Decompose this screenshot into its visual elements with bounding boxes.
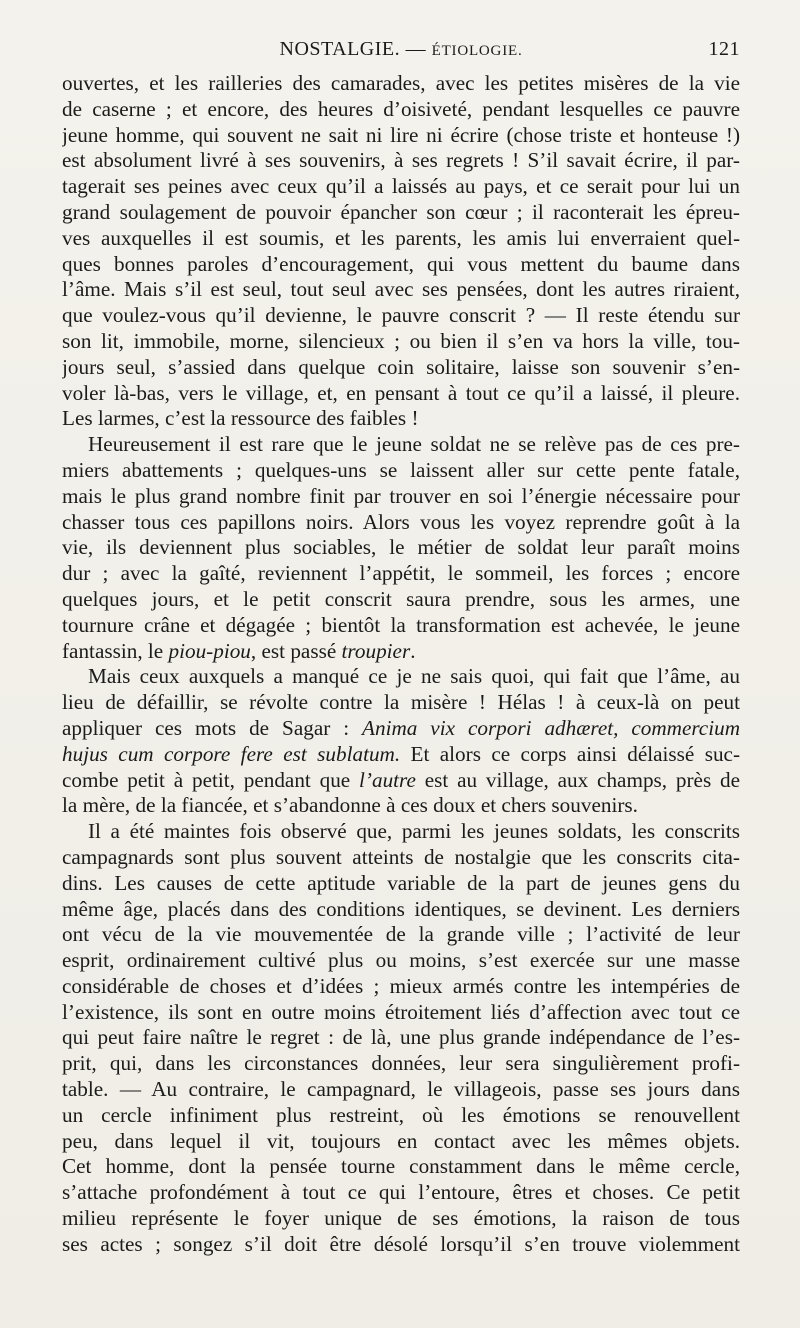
text-line: esprit, ordinairement cultivé plus ou moins, s’est exercée sur une masse	[62, 948, 740, 973]
text-line: dins. Les causes de cette aptitude variable de la part de jeunes gens du	[62, 870, 740, 895]
italic-text: hujus cum corpore fere est sublatum.	[62, 741, 401, 766]
text-line: même âge, placés dans des conditions identiques, se devinent. Les derniers	[62, 896, 740, 921]
text-line: la mère, de la fiancée, et s’abandonne à ces doux et chers souvenirs.	[62, 793, 638, 818]
text-line: ouvertes, et les railleries des camarades, avec les petites misères de la vie	[62, 71, 740, 95]
text-line: quelques jours, et le petit conscrit saura prendre, sous les armes, une	[62, 586, 740, 611]
text-line: appliquer ces mots de Sagar : Anima vix corpori adhæret, commercium	[62, 715, 740, 740]
text-line: vie, ils deviennent plus sociables, le métier de soldat leur paraît moins	[62, 535, 740, 560]
text-line: milieu représente le foyer unique de ses émotions, la raison de tous	[62, 1206, 740, 1231]
text-line: grand soulagement de pouvoir épancher son cœur ; il raconterait les épreu-	[62, 199, 740, 224]
body-text	[62, 71, 740, 1258]
italic-text: Anima vix corpori adhæret, commercium	[362, 715, 740, 740]
text-line: Mais ceux auxquels a manqué ce je ne sais quoi, qui fait que l’âme, au	[88, 664, 740, 689]
text-line: Il a été maintes fois observé que, parmi les jeunes soldats, les conscrits	[88, 819, 740, 844]
text-line: fantassin, le piou-piou, est passé troupier.	[62, 638, 416, 663]
text-line: tournure crâne et dégagée ; bientôt la transformation est achevée, le jeune	[62, 612, 740, 637]
running-title	[62, 38, 740, 61]
text-line: un cercle infiniment plus restreint, où les émotions se renouvellent	[62, 1102, 740, 1127]
text-line: Heureusement il est rare que le jeune soldat ne se relève pas de ces pre-	[88, 432, 740, 457]
text-line: est absolument livré à ses souvenirs, à ses regrets ! S’il savait écrire, il par-	[62, 148, 740, 173]
running-title-main: NOSTALGIE. —	[279, 38, 432, 60]
text-line: table. — Au contraire, le campagnard, le villageois, passe ses jours dans	[62, 1077, 740, 1102]
text-line: campagnards sont plus souvent atteints de nostalgie que les conscrits cita-	[62, 844, 740, 869]
text-line: considérable de choses et d’idées ; mieux armés contre les intempéries de	[62, 973, 740, 998]
text-line: lieu de défaillir, se révolte contre la misère ! Hélas ! à ceux-là on peut	[62, 690, 740, 715]
text-line: peu, dans lequel il vit, toujours en contact avec les mêmes objets.	[62, 1128, 740, 1153]
italic-text: piou-piou	[168, 638, 251, 663]
text-line: chasser tous ces papillons noirs. Alors vous les voyez reprendre goût à la	[62, 509, 740, 534]
italic-text: troupier	[341, 638, 411, 663]
text-line: tagerait ses peines avec ceux qu’il a laissés au pays, et ce serait pour lui un	[62, 174, 740, 199]
text-line: hujus cum corpore fere est sublatum. Et alors ce corps ainsi délaissé suc-	[62, 741, 740, 766]
text-line: ont vécu de la vie mouvementée de la grande ville ; l’activité de leur	[62, 922, 740, 947]
text-line: combe petit à petit, pendant que l’autre est au village, aux champs, près de	[62, 767, 740, 792]
running-header	[62, 36, 740, 66]
text-line: que voulez-vous qu’il devienne, le pauvre conscrit ? — Il reste étendu sur	[62, 303, 740, 328]
text-line: son lit, immobile, morne, silencieux ; ou bien il s’en va hors la ville, tou-	[62, 328, 740, 353]
text-line: l’existence, ils sont en outre moins étroitement liés d’affection avec tout ce	[62, 999, 740, 1024]
running-title-section: ÉTIOLOGIE.	[431, 43, 523, 59]
text-line: voler là-bas, vers le village, et, en pensant à tout ce qu’il a laissé, il pleure.	[62, 380, 740, 405]
text-line: dur ; avec la gaîté, reviennent l’appétit, le sommeil, les forces ; encore	[62, 561, 740, 586]
text-line: s’attache profondément à tout ce qui l’entoure, êtres et choses. Ce petit	[62, 1180, 740, 1205]
page-number: 121	[708, 38, 740, 60]
text-line: ses actes ; songez s’il doit être désolé lorsqu’il s’en trouve violemment	[62, 1231, 740, 1256]
text-line: Cet homme, dont la pensée tourne constamment dans le même cercle,	[62, 1154, 740, 1179]
text-line: jeune homme, qui souvent ne sait ni lire ni écrire (chose triste et honteuse !)	[62, 122, 740, 147]
text-line: ves auxquelles il est soumis, et les parents, les amis lui enverraient quel-	[62, 225, 740, 250]
italic-text: l’autre	[359, 767, 416, 792]
text-line: de caserne ; et encore, des heures d’oisiveté, pendant lesquelles ce pauvre	[62, 96, 740, 121]
text-line: mais le plus grand nombre finit par trouver en soi l’énergie nécessaire pour	[62, 483, 740, 508]
text-line: ques bonnes paroles d’encouragement, qui vous mettent du baume dans	[62, 251, 740, 276]
text-line: prit, qui, dans les circonstances données, leur sera singulièrement profi-	[62, 1051, 740, 1076]
text-line: Les larmes, c’est la ressource des faibles !	[62, 406, 419, 431]
text-line: jours seul, s’assied dans quelque coin solitaire, laisse son souvenir s’en-	[62, 354, 740, 379]
text-line: qui peut faire naître le regret : de là, une plus grande indépendance de l’es-	[62, 1025, 740, 1050]
text-line: miers abattements ; quelques-uns se laissent aller sur cette pente fatale,	[62, 457, 740, 482]
text-line: l’âme. Mais s’il est seul, tout seul avec ses pensées, dont les autres riraient,	[62, 277, 740, 302]
